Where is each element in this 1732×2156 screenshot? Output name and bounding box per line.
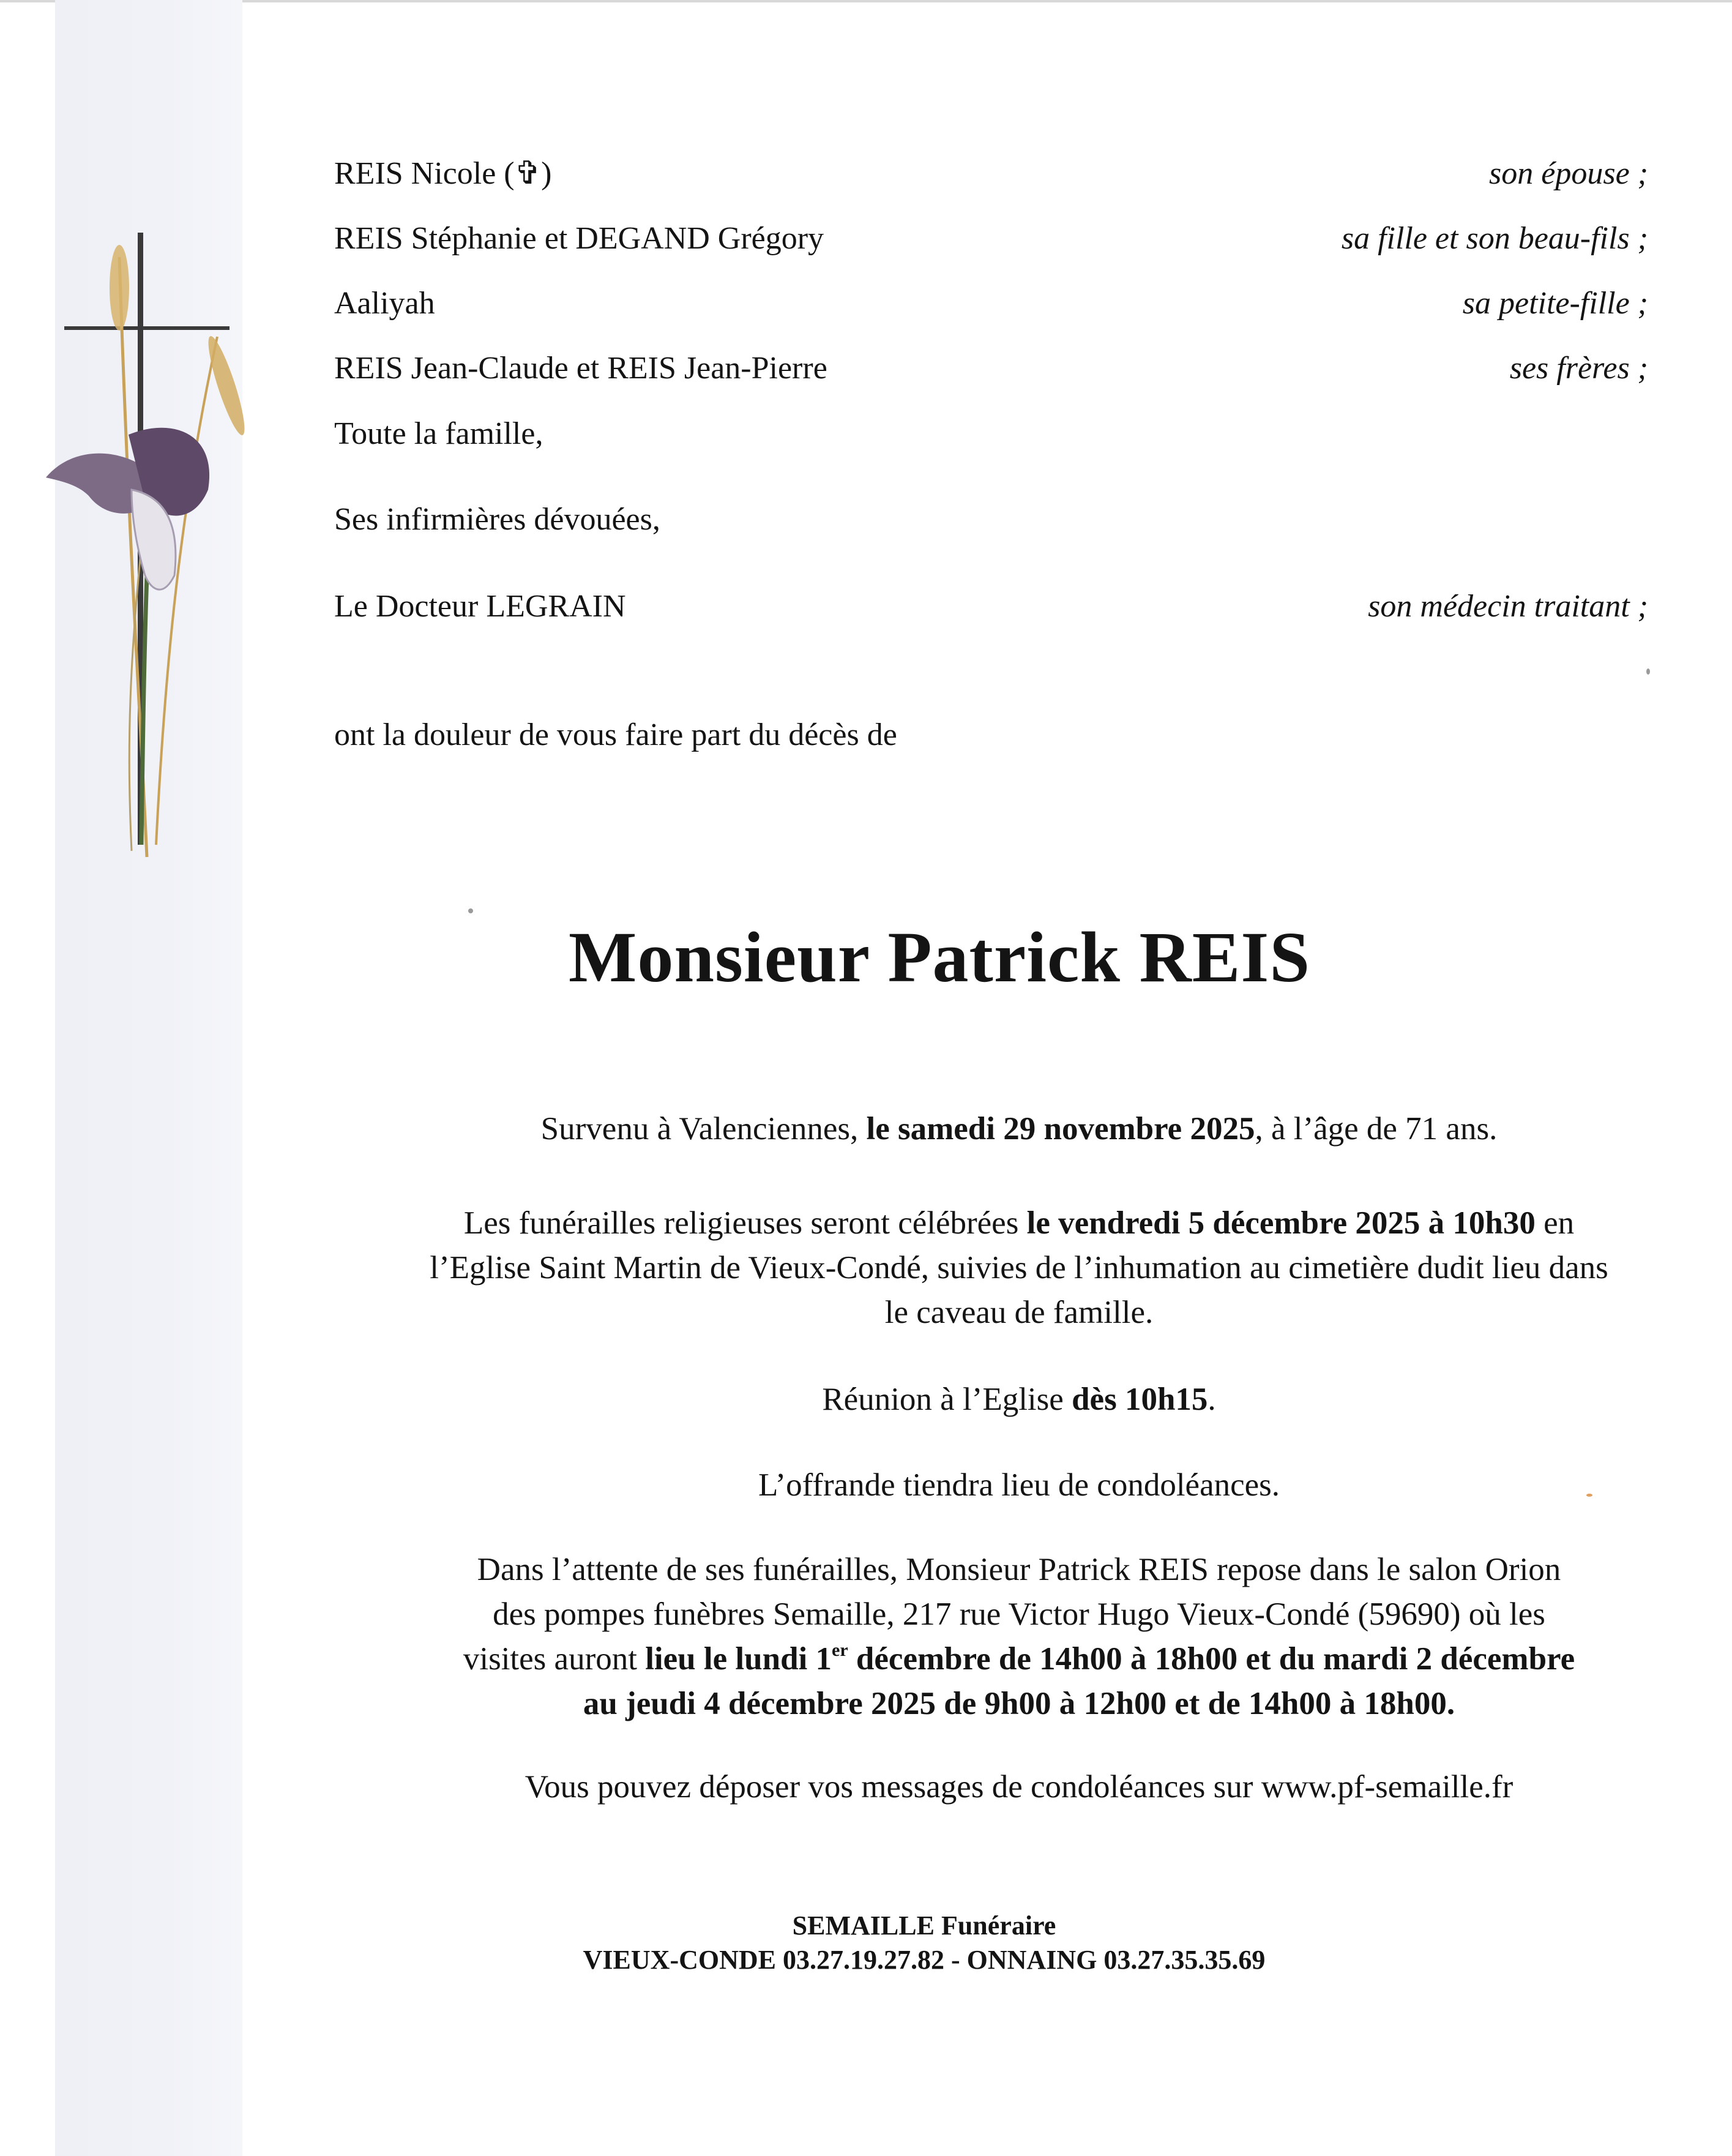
family-member-name: REIS Stéphanie et DEGAND Grégory bbox=[334, 221, 824, 256]
meeting-notice bbox=[330, 1377, 1708, 1422]
visits-notice bbox=[330, 1548, 1708, 1726]
top-border bbox=[0, 0, 1732, 2]
offering-notice bbox=[330, 1463, 1708, 1508]
ordinal-suffix: er bbox=[832, 1640, 848, 1660]
family-member-name: Toute la famille, bbox=[334, 416, 543, 451]
family-member-name: Le Docteur LEGRAIN bbox=[334, 589, 626, 624]
funeral-burial: le caveau de famille. bbox=[884, 1295, 1154, 1330]
family-member-relation: son épouse ; bbox=[1489, 156, 1648, 191]
visits-line: Dans l’attente de ses funérailles, Monsieur Patrick REIS repose dans le salon Orion bbox=[477, 1552, 1561, 1587]
family-member-relation: sa fille et son beau-fils ; bbox=[1341, 221, 1648, 256]
funeral-text: Les funérailles religieuses seront célébrées bbox=[463, 1205, 1027, 1241]
condolences-notice bbox=[330, 1765, 1708, 1810]
meeting-time: dès 10h15 bbox=[1072, 1382, 1208, 1417]
visits-dates-end: au jeudi 4 décembre 2025 de 9h00 à 12h00 et de 14h00 à 18h00. bbox=[583, 1686, 1455, 1721]
funeral-home-name: SEMAILLE Funéraire bbox=[792, 1911, 1056, 1941]
funeral-date: le vendredi 5 décembre 2025 à 10h30 bbox=[1026, 1205, 1536, 1241]
wheat-stem bbox=[156, 337, 217, 845]
meeting-text: Réunion à l’Eglise bbox=[822, 1382, 1072, 1417]
offering-text: L’offrande tiendra lieu de condoléances. bbox=[758, 1467, 1280, 1503]
family-member-name: REIS Jean-Claude et REIS Jean-Pierre bbox=[334, 351, 827, 386]
meeting-period: . bbox=[1208, 1382, 1216, 1417]
scan-speck bbox=[1646, 668, 1650, 675]
death-age: , à l’âge de 71 ans. bbox=[1255, 1111, 1498, 1147]
funeral-home-contacts: VIEUX-CONDE 03.27.19.27.82 - ONNAING 03.27.35.35.69 bbox=[583, 1945, 1266, 1975]
funeral-notice bbox=[330, 1201, 1708, 1335]
funeral-location: l’Eglise Saint Martin de Vieux-Condé, suivies de l’inhumation au cimetière dudit lieu dans bbox=[430, 1250, 1608, 1286]
announcement-intro: ont la douleur de vous faire part du décès de bbox=[334, 717, 897, 752]
scan-speck bbox=[1586, 1494, 1592, 1497]
visits-date-b: décembre de 14h00 à 18h00 et du mardi 2 décembre bbox=[848, 1641, 1575, 1677]
family-member-name: Aaliyah bbox=[334, 286, 435, 321]
funeral-text: en bbox=[1535, 1205, 1575, 1241]
death-date: le samedi 29 novembre 2025 bbox=[866, 1111, 1255, 1147]
cross-horizontal bbox=[64, 326, 230, 330]
visits-text: visites auront bbox=[463, 1641, 646, 1677]
death-text: Survenu à Valenciennes, bbox=[540, 1111, 867, 1147]
condolences-text: Vous pouvez déposer vos messages de condoléances sur www.pf-semaille.fr bbox=[524, 1769, 1514, 1805]
visits-date-a: lieu le lundi 1 bbox=[645, 1641, 832, 1677]
visits-line: des pompes funèbres Semaille, 217 rue Victor Hugo Vieux-Condé (59690) où les bbox=[493, 1596, 1545, 1632]
death-notice bbox=[330, 1107, 1708, 1151]
wheat-ear bbox=[110, 245, 129, 331]
family-member-name: Ses infirmières dévouées, bbox=[334, 502, 660, 537]
family-member-relation: ses frères ; bbox=[1509, 351, 1648, 386]
family-member-relation: son médecin traitant ; bbox=[1368, 589, 1648, 624]
scan-speck bbox=[468, 908, 473, 913]
family-member-name: REIS Nicole (✞) bbox=[334, 156, 552, 191]
funeral-home-footer bbox=[379, 1909, 1469, 1977]
visits-dates bbox=[645, 1641, 1575, 1677]
family-member-relation: sa petite-fille ; bbox=[1462, 286, 1648, 321]
cross-lily-wheat-emblem bbox=[34, 233, 254, 875]
deceased-name: Monsieur Patrick REIS bbox=[569, 917, 1310, 997]
wheat-ear bbox=[202, 334, 250, 438]
